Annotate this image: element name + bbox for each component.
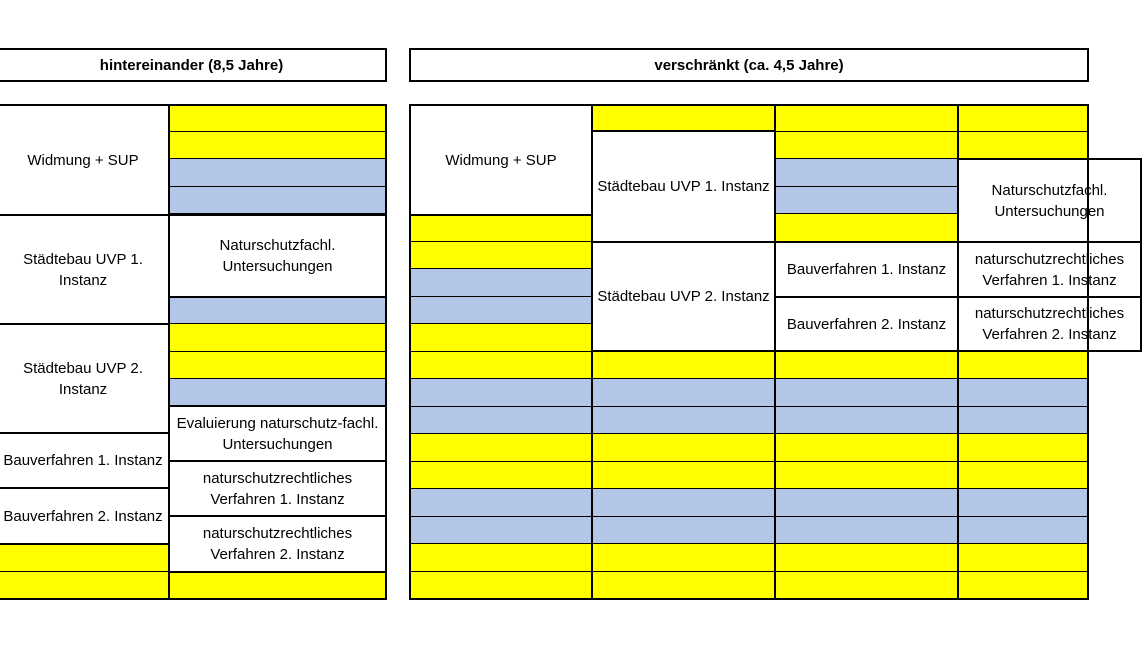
time-stripe (591, 379, 776, 407)
box-evaluierung: Evaluierung naturschutz-fachl. Untersuchungen (168, 405, 387, 462)
time-stripe (774, 434, 959, 462)
time-stripe (774, 462, 959, 490)
box-naturschutzrechtl-verfahren-2-interleaved: naturschutzrechtliches Verfahren 2. Instanz (957, 296, 1142, 352)
time-stripe (957, 379, 1087, 407)
time-stripe (957, 104, 1087, 132)
time-stripe (957, 132, 1087, 160)
box-staedtebau-uvp-1: Städtebau UVP 1. Instanz (0, 214, 170, 325)
time-stripe (591, 434, 776, 462)
time-stripe (409, 214, 593, 242)
time-stripe (591, 104, 776, 132)
time-stripe (591, 489, 776, 517)
time-stripe (957, 434, 1087, 462)
time-stripe (409, 379, 593, 407)
box-widmung-sup-interleaved: Widmung + SUP (409, 104, 593, 216)
header-interleaved (409, 48, 1089, 82)
time-stripe (409, 517, 593, 545)
time-stripe (774, 214, 959, 242)
time-stripe (591, 544, 776, 572)
time-stripe (409, 434, 593, 462)
time-stripe (774, 352, 959, 380)
time-stripe (957, 517, 1087, 545)
header-sequential-label: hintereinander (8,5 Jahre) (99, 56, 284, 74)
time-stripe (591, 407, 776, 435)
time-stripe (774, 544, 959, 572)
time-stripe (591, 352, 776, 380)
header-interleaved-label: verschränkt (ca. 4,5 Jahre) (654, 56, 844, 74)
time-stripe (409, 242, 593, 270)
header-sequential (0, 48, 387, 82)
time-stripe (409, 572, 593, 600)
box-staedtebau-uvp-1-interleaved: Städtebau UVP 1. Instanz (591, 130, 776, 243)
time-stripe (409, 407, 593, 435)
time-stripe (774, 407, 959, 435)
time-stripe (957, 489, 1087, 517)
time-stripe (957, 462, 1087, 490)
time-stripe (409, 544, 593, 572)
box-bauverfahren-1: Bauverfahren 1. Instanz (0, 432, 170, 489)
time-stripe (774, 104, 959, 132)
time-stripe (168, 187, 387, 215)
time-stripe (409, 489, 593, 517)
time-stripe (409, 324, 593, 352)
time-stripe (957, 544, 1087, 572)
time-stripe (774, 489, 959, 517)
time-stripe (0, 572, 170, 600)
time-stripe (168, 379, 387, 407)
time-stripe (0, 544, 170, 572)
time-stripe (957, 572, 1087, 600)
box-bauverfahren-2: Bauverfahren 2. Instanz (0, 487, 170, 545)
time-stripe (409, 269, 593, 297)
time-stripe (774, 159, 959, 187)
time-stripe (168, 159, 387, 187)
time-stripe (774, 132, 959, 160)
time-stripe (409, 352, 593, 380)
box-bauverfahren-1-interleaved: Bauverfahren 1. Instanz (774, 241, 959, 298)
box-naturschutzfachl-untersuchungen-interleaved: Naturschutzfachl. Untersuchungen (957, 158, 1142, 243)
box-staedtebau-uvp-2: Städtebau UVP 2. Instanz (0, 323, 170, 434)
box-naturschutzfachl-untersuchungen: Naturschutzfachl. Untersuchungen (168, 214, 387, 298)
time-stripe (957, 352, 1087, 380)
time-stripe (957, 407, 1087, 435)
time-stripe (591, 572, 776, 600)
time-stripe (774, 187, 959, 215)
box-naturschutzrechtl-verfahren-1: naturschutzrechtliches Verfahren 1. Instanz (168, 460, 387, 517)
box-staedtebau-uvp-2-interleaved: Städtebau UVP 2. Instanz (591, 241, 776, 352)
time-stripe (168, 324, 387, 352)
time-stripe (168, 132, 387, 160)
box-naturschutzrechtl-verfahren-1-interleaved: naturschutzrechtliches Verfahren 1. Instanz (957, 241, 1142, 298)
box-bauverfahren-2-interleaved: Bauverfahren 2. Instanz (774, 296, 959, 352)
time-stripe (168, 572, 387, 600)
box-naturschutzrechtl-verfahren-2: naturschutzrechtliches Verfahren 2. Instanz (168, 515, 387, 573)
time-stripe (774, 572, 959, 600)
box-widmung-sup: Widmung + SUP (0, 104, 170, 216)
time-stripe (591, 462, 776, 490)
time-stripe (774, 379, 959, 407)
time-stripe (774, 517, 959, 545)
time-stripe (168, 352, 387, 380)
time-stripe (168, 297, 387, 325)
time-stripe (409, 462, 593, 490)
time-stripe (591, 517, 776, 545)
time-stripe (409, 297, 593, 325)
time-stripe (168, 104, 387, 132)
